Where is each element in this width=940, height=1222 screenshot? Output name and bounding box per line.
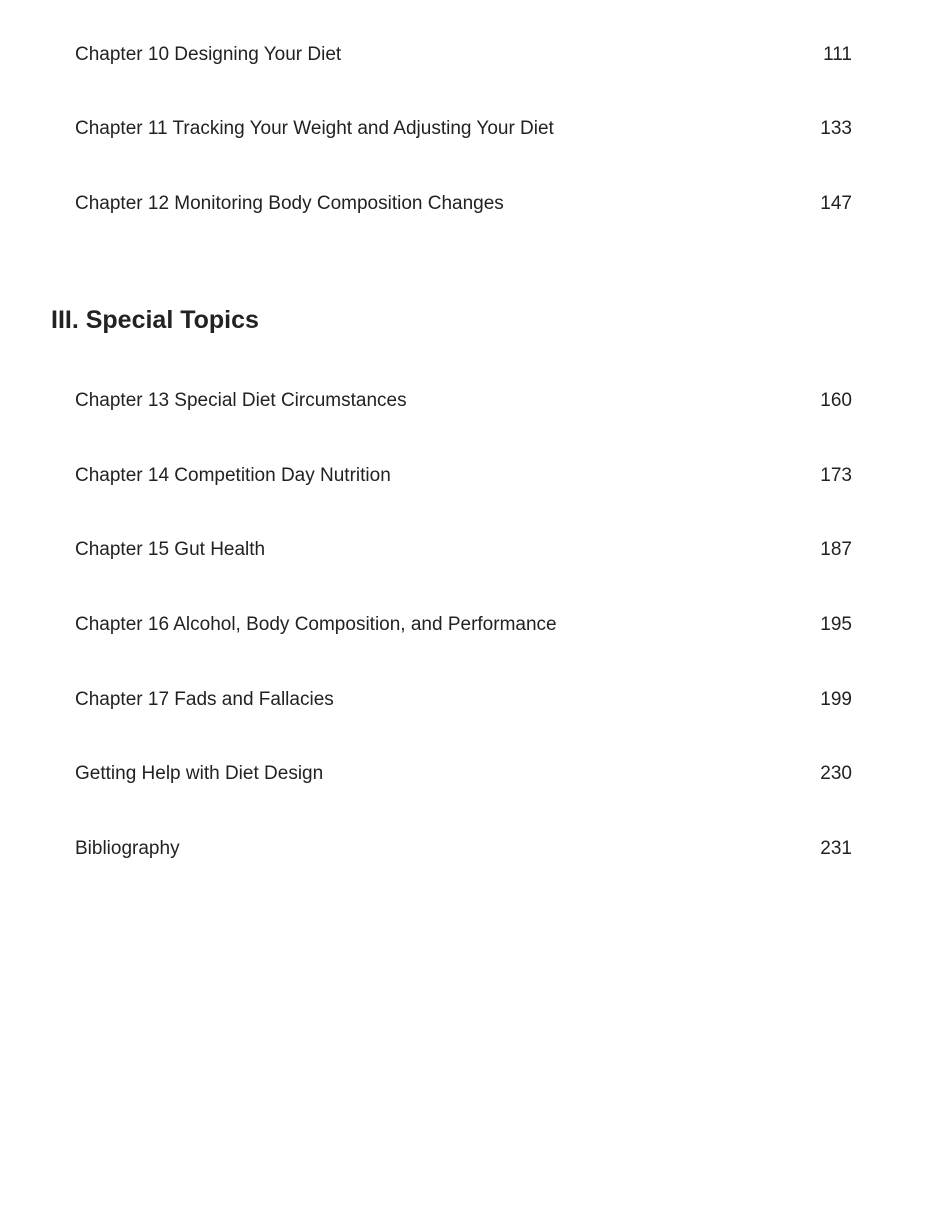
toc-entry-chapter-16[interactable]	[75, 613, 852, 637]
toc-entry-title: Chapter 12 Monitoring Body Composition Changes	[75, 193, 504, 214]
toc-entry-title: Chapter 14 Competition Day Nutrition	[75, 465, 391, 486]
toc-entry-page-number: 195	[820, 614, 852, 635]
toc-entry-chapter-13[interactable]	[75, 389, 852, 413]
toc-entry-page-number: 187	[820, 539, 852, 560]
toc-entry-title: Chapter 17 Fads and Fallacies	[75, 689, 334, 710]
toc-entry-getting-help[interactable]	[75, 762, 852, 786]
toc-entry-page-number: 147	[820, 193, 852, 214]
toc-entry-title: Chapter 11 Tracking Your Weight and Adjusting Your Diet	[75, 118, 554, 139]
toc-entry-title: Chapter 16 Alcohol, Body Composition, and Performance	[75, 614, 557, 635]
toc-entry-title: Getting Help with Diet Design	[75, 763, 324, 784]
toc-entry-chapter-15[interactable]	[75, 538, 852, 562]
toc-entry-page-number: 160	[820, 390, 852, 411]
toc-entry-page-number: 133	[820, 118, 852, 139]
toc-entry-page-number: 199	[820, 689, 852, 710]
toc-entry-chapter-11[interactable]	[75, 117, 852, 141]
toc-entry-title: Bibliography	[75, 838, 180, 859]
toc-entry-chapter-17[interactable]	[75, 688, 852, 712]
toc-entry-page-number: 111	[823, 44, 852, 65]
toc-entry-chapter-12[interactable]	[75, 192, 852, 216]
toc-entry-chapter-14[interactable]	[75, 464, 852, 488]
toc-entry-bibliography[interactable]	[75, 837, 852, 861]
toc-entry-page-number: 230	[820, 763, 852, 784]
toc-entry-page-number: 173	[820, 465, 852, 486]
toc-entry-title: Chapter 13 Special Diet Circumstances	[75, 390, 407, 411]
toc-entry-page-number: 231	[820, 838, 852, 859]
toc-entry-title: Chapter 10 Designing Your Diet	[75, 44, 342, 65]
toc-entry-chapter-10[interactable]	[75, 43, 852, 67]
toc-entry-title: Chapter 15 Gut Health	[75, 539, 266, 560]
section-heading-special-topics: III. Special Topics	[51, 306, 259, 334]
